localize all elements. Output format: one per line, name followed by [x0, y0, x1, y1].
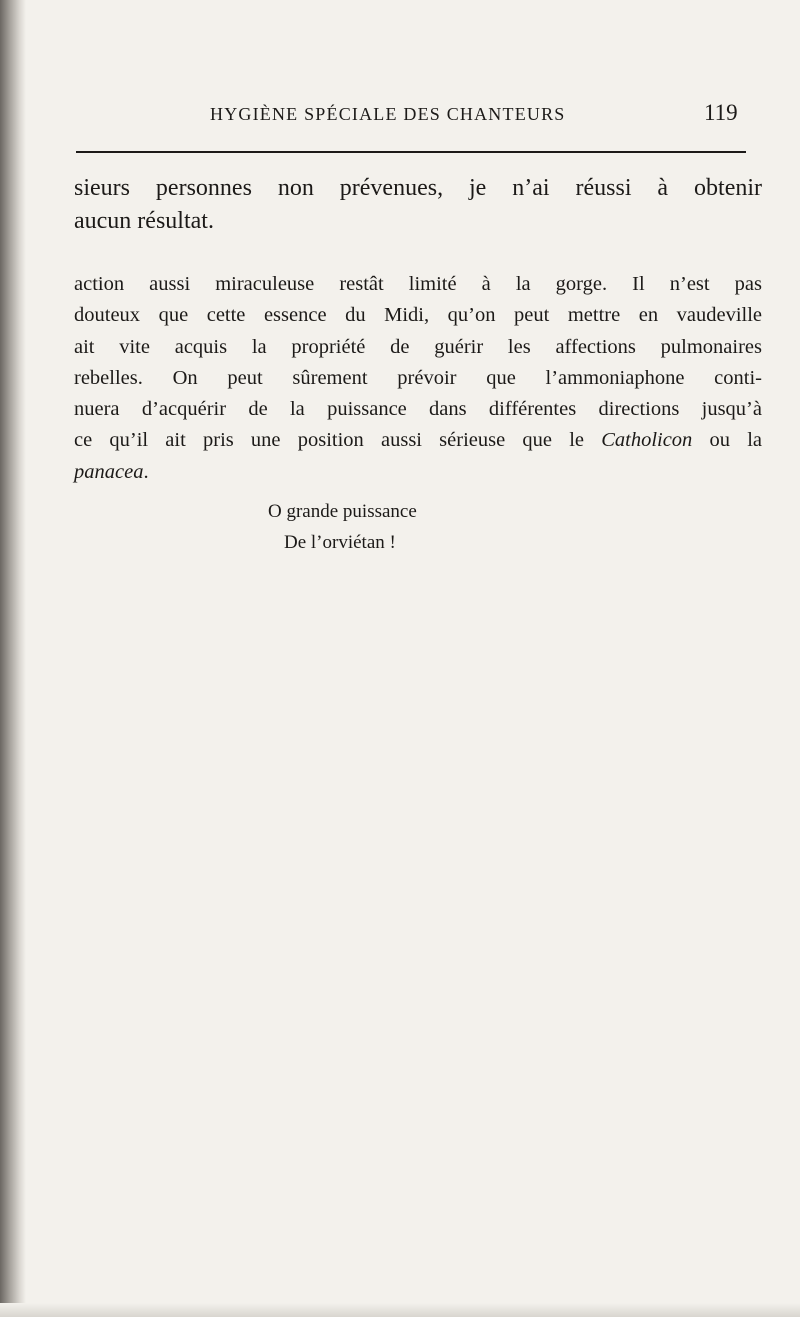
header-rule	[76, 151, 746, 153]
paragraph-main	[74, 269, 762, 488]
verse-line: O grande puissance	[268, 501, 417, 522]
text-segment: ou la	[692, 429, 762, 452]
text-line: douteux que cette essence du Midi, qu’on peut mettre en vaudeville	[74, 304, 762, 327]
text-line	[74, 425, 762, 456]
page-number: 119	[704, 100, 738, 125]
text-segment: .	[143, 460, 149, 483]
verse-line: De l’orviétan !	[284, 532, 396, 553]
text-line: ait vite acquis la propriété de guérir les affections pulmonaires	[74, 335, 762, 358]
text-line: sieurs personnes non prévenues, je n’ai réussi à obtenir	[74, 175, 762, 201]
text-line	[74, 457, 762, 488]
running-head: HYGIÈNE SPÉCIALE DES CHANTEURS	[210, 104, 566, 124]
verse-quote	[268, 496, 417, 558]
text-line: action aussi miraculeuse restât limité à la gorge. Il n’est pas	[74, 273, 762, 295]
text-segment: ce qu’il ait pris une position aussi sérieuse que le	[74, 429, 602, 452]
text-line: rebelles. On peut sûrement prévoir que l’ammoniaphone conti-	[74, 366, 762, 389]
paragraph-continuation	[74, 172, 762, 238]
italic-term: Catholicon	[601, 429, 693, 452]
italic-term: panacea	[74, 460, 144, 483]
text-line: nuera d’acquérir de la puissance dans différentes directions jusqu’à	[74, 398, 762, 421]
text-line: aucun résultat.	[74, 208, 214, 234]
